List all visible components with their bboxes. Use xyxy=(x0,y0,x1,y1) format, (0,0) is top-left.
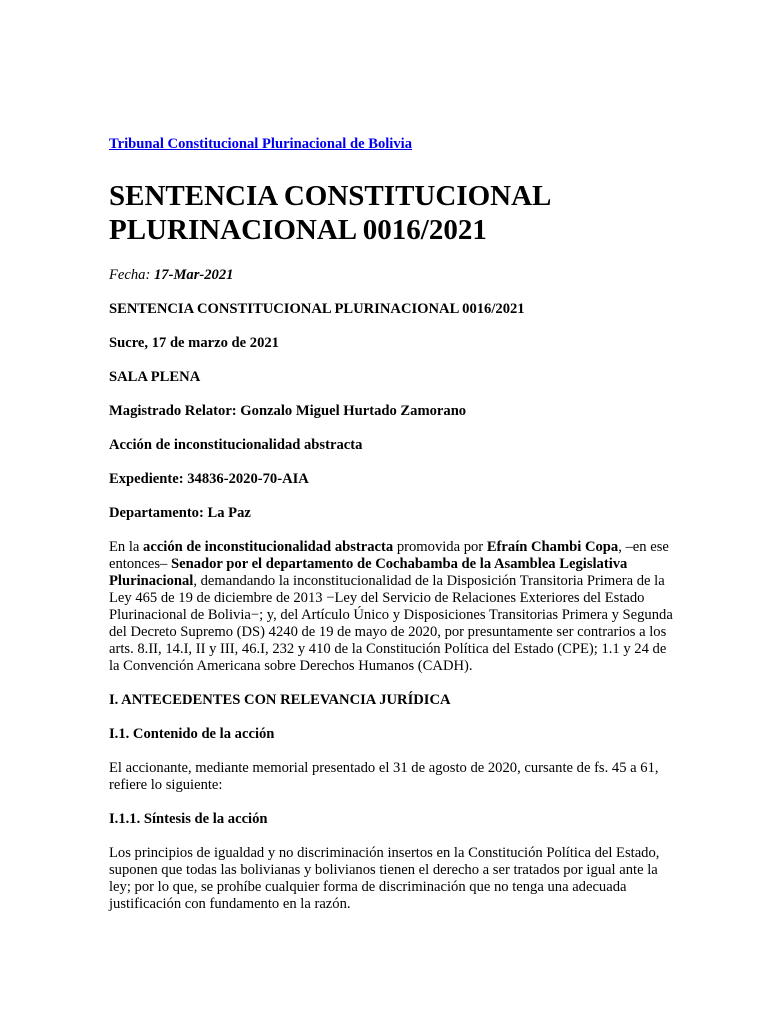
departamento: Departamento: La Paz xyxy=(109,505,251,521)
fecha-line xyxy=(109,267,675,284)
intro-bold-cargo: Senador por el departamento de Cochabamba de la Asamblea Legislativa Plurinacional xyxy=(109,556,628,589)
fecha-label: Fecha: xyxy=(109,267,151,283)
document-content xyxy=(109,136,675,913)
sentencia-heading: SENTENCIA CONSTITUCIONAL PLURINACIONAL 0016/2021 xyxy=(109,301,525,317)
intro-text-3: , –en ese entonces– xyxy=(109,539,669,572)
section-heading-i: I. ANTECEDENTES CON RELEVANCIA JURÍDICA xyxy=(109,692,451,708)
intro-text-4: , demandando la inconstitucionalidad de la Disposición Transitoria Primera de la Ley 465 de 19 de diciembre de 2013 −Ley del Servicio de Relaciones Exteriores del Estado Plurinacional de Bolivia−; y, del Artículo Único y Disposiciones Transitorias Primera y Segunda del Decreto Supremo (DS) 4240 de 19 de mayo de 2020, por presuntamente ser contrarios a los arts. 8.II, 14.I, II y III, 46.I, 232 y 410 de la Constitución Política del Estado (CPE); 1.1 y 24 de la Convención Americana sobre Derechos Humanos (CADH). xyxy=(109,573,673,674)
section-heading-i1: I.1. Contenido de la acción xyxy=(109,726,275,742)
title-line-1: SENTENCIA CONSTITUCIONAL xyxy=(109,180,552,212)
section-heading-i11: I.1.1. Síntesis de la acción xyxy=(109,811,268,827)
paragraph-accionante: El accionante, mediante memorial presentado el 31 de agosto de 2020, cursante de fs. 45 a 61, refiere lo siguiente: xyxy=(109,760,659,793)
intro-bold-accion: acción de inconstitucionalidad abstracta xyxy=(143,539,394,555)
magistrado-relator: Magistrado Relator: Gonzalo Miguel Hurtado Zamorano xyxy=(109,403,467,419)
intro-text-1: En la xyxy=(109,539,144,555)
paragraph-principios: Los principios de igualdad y no discriminación insertos en la Constitución Política del Estado, suponen que todas las bolivianas y bolivianos tienen el derecho a ser tratados por igual ante la ley; por lo que, se prohíbe cualquier forma de discriminación que no tenga una adecuada justificación con fundamento en la razón. xyxy=(109,845,660,912)
lugar-fecha: Sucre, 17 de marzo de 2021 xyxy=(109,335,279,351)
tipo-accion: Acción de inconstitucionalidad abstracta xyxy=(109,437,363,453)
document-title xyxy=(109,179,675,247)
sala: SALA PLENA xyxy=(109,369,201,385)
tribunal-link[interactable]: Tribunal Constitucional Plurinacional de Bolivia xyxy=(109,136,413,152)
intro-bold-nombre: Efraín Chambi Copa xyxy=(486,539,619,555)
intro-paragraph xyxy=(109,539,675,675)
intro-text-2: promovida por xyxy=(393,539,487,555)
expediente: Expediente: 34836-2020-70-AIA xyxy=(109,471,309,487)
title-line-2: PLURINACIONAL 0016/2021 xyxy=(109,214,487,246)
fecha-value: 17-Mar-2021 xyxy=(153,267,234,283)
